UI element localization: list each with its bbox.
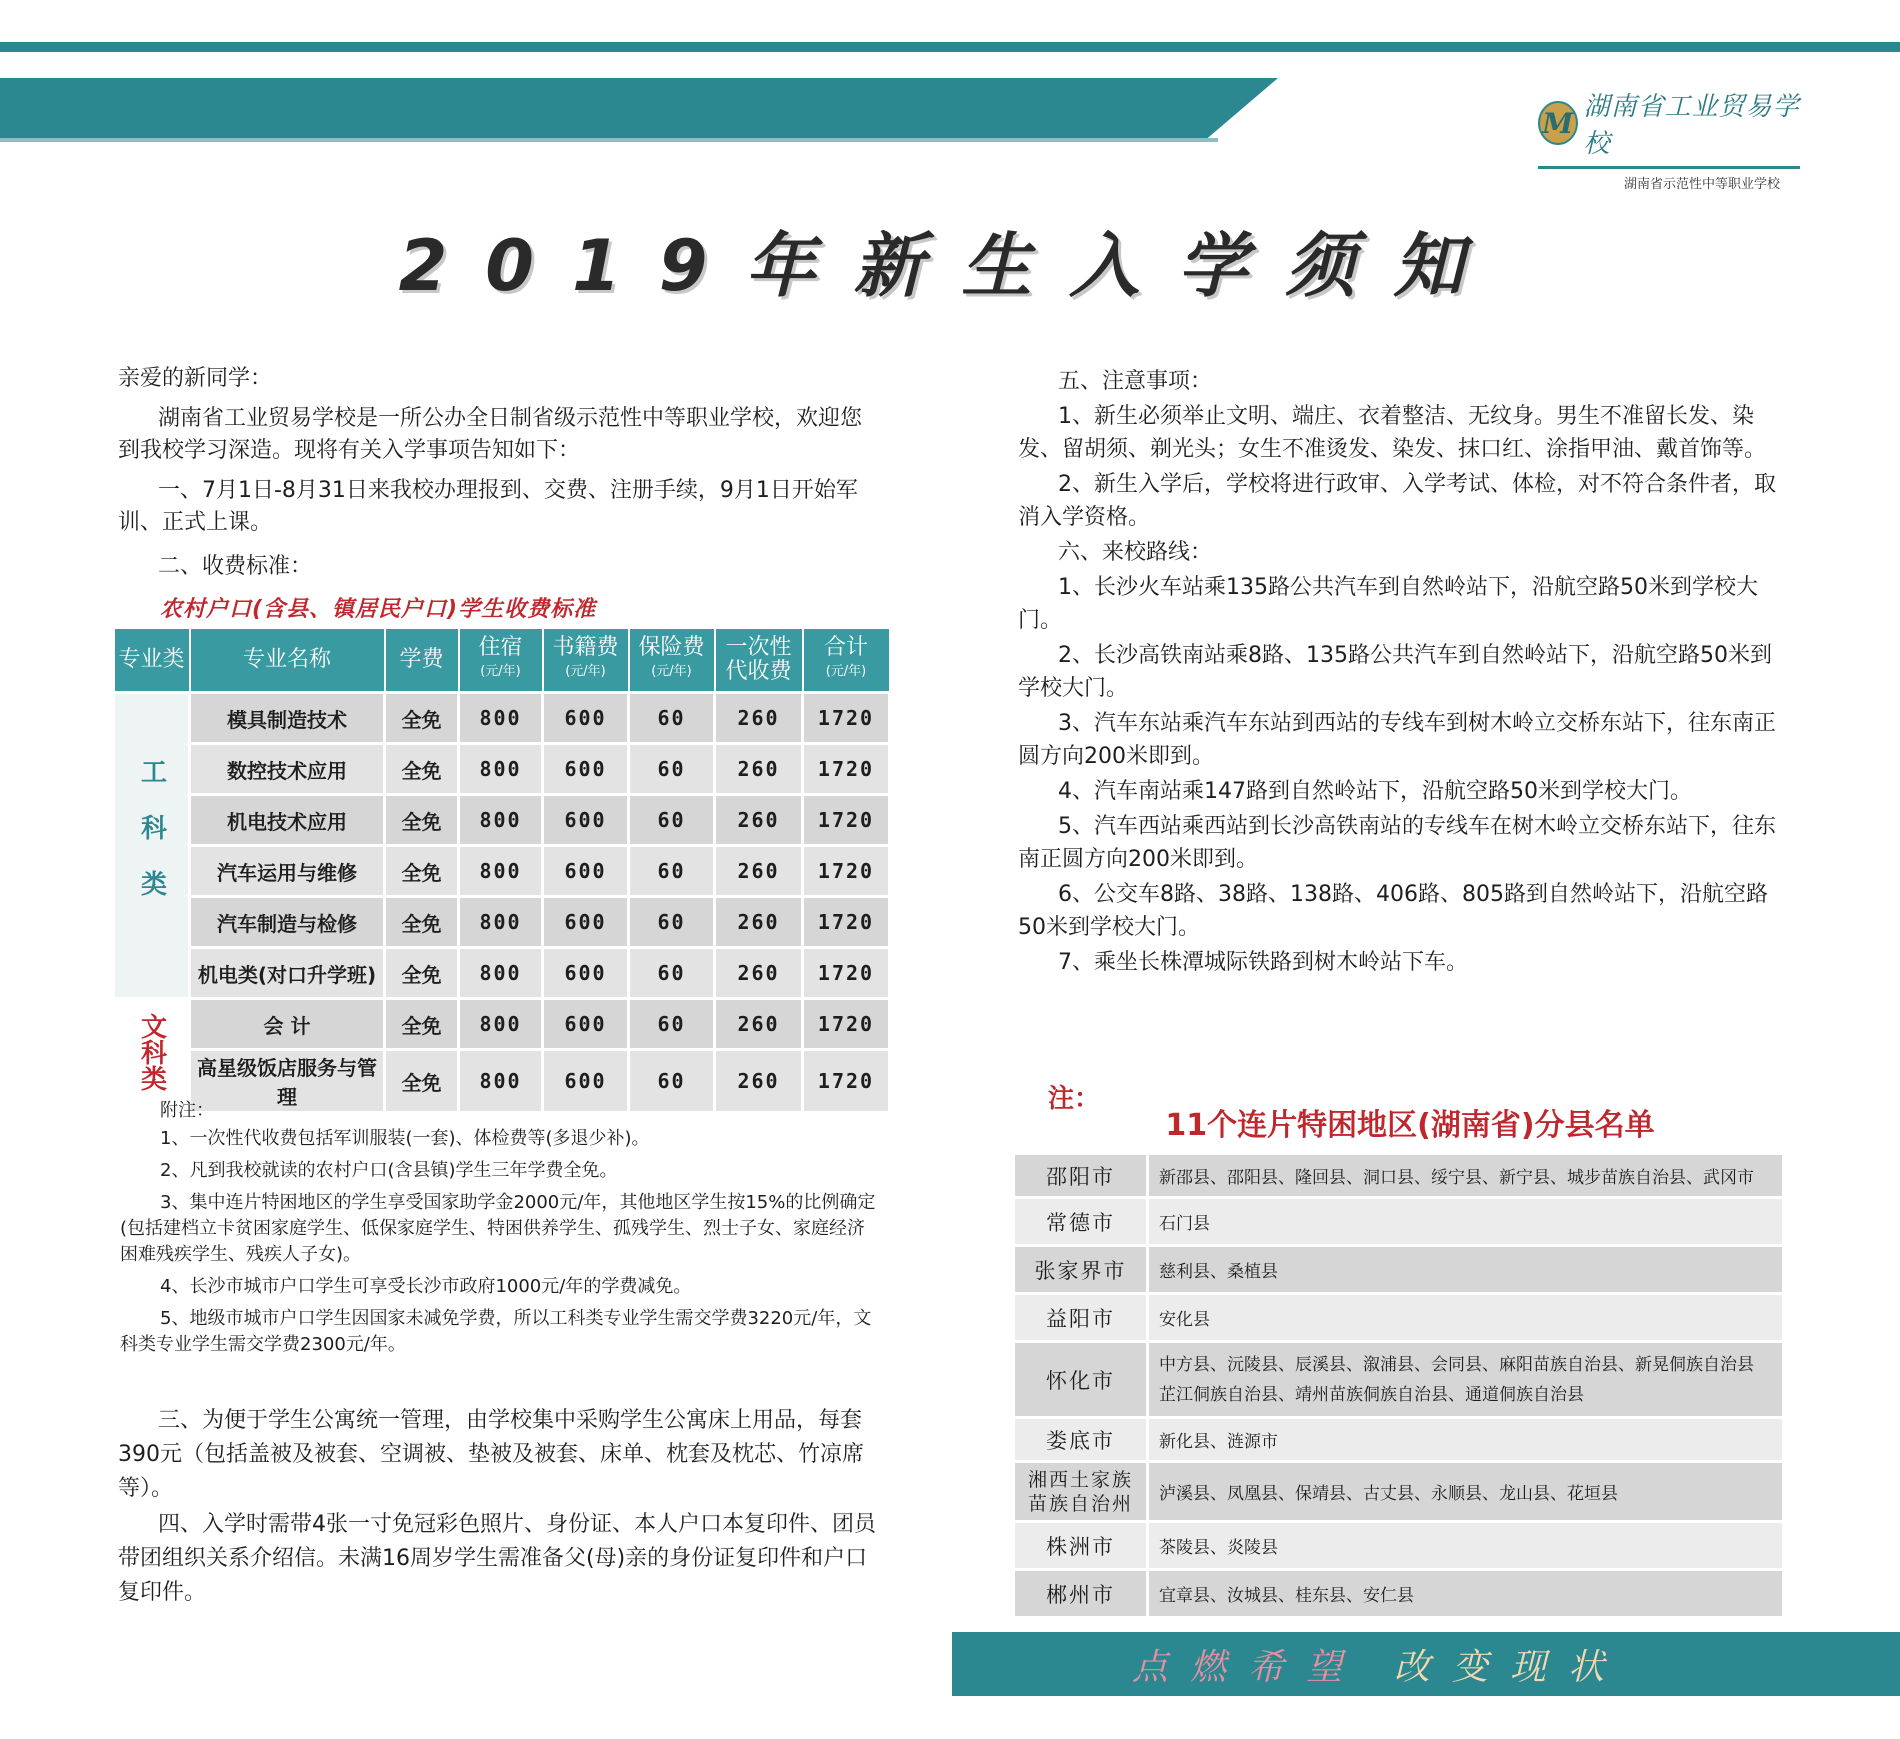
onetime-value: 260 xyxy=(715,1050,803,1113)
dorm-value: 800 xyxy=(459,1050,543,1113)
top-accent-line xyxy=(0,42,1900,52)
header-onetime: 一次性代收费 xyxy=(715,628,803,693)
footer-slogan-2: 改变现状 xyxy=(1394,1646,1627,1688)
table-row xyxy=(114,999,890,1050)
county-list: 安化县 xyxy=(1148,1294,1784,1342)
city-name: 湘西土家族苗族自治州 xyxy=(1014,1462,1148,1522)
insurance-value: 60 xyxy=(629,948,715,999)
header-category: 专业类 xyxy=(114,628,190,693)
major-name: 模具制造技术 xyxy=(190,693,385,744)
county-list: 新邵县、邵阳县、隆回县、洞口县、绥宁县、新宁县、城步苗族自治县、武冈市 xyxy=(1148,1154,1784,1198)
header-dorm-label: 住宿 xyxy=(478,635,523,660)
onetime-value: 260 xyxy=(715,744,803,795)
table-row xyxy=(114,948,890,999)
greeting: 亲爱的新同学： xyxy=(118,366,273,391)
category-arts xyxy=(114,999,190,1113)
county-table xyxy=(1012,1152,1785,1619)
route-6: 6、公交车8路、38路、138路、406路、805路到自然岭站下，沿航空路50米到学校大门。 xyxy=(1018,882,1768,940)
books-value: 600 xyxy=(543,999,629,1050)
tuition-value: 全免 xyxy=(385,744,459,795)
insurance-value: 60 xyxy=(629,1050,715,1113)
city-name: 常德市 xyxy=(1014,1198,1148,1246)
route-5: 5、汽车西站乘西站到长沙高铁南站的专线车在树木岭立交桥东站下，往东南正圆方向200米即到。 xyxy=(1018,814,1776,872)
note-2: 2、凡到我校就读的农村户口(含县镇)学生三年学费全免。 xyxy=(160,1160,618,1181)
books-value: 600 xyxy=(543,948,629,999)
books-value: 600 xyxy=(543,897,629,948)
tuition-value: 全免 xyxy=(385,795,459,846)
books-value: 600 xyxy=(543,693,629,744)
table-row xyxy=(114,846,890,897)
table-row xyxy=(1014,1294,1784,1342)
tuition-value: 全免 xyxy=(385,948,459,999)
major-name: 汽车运用与维修 xyxy=(190,846,385,897)
note-3: 3、集中连片特困地区的学生享受国家助学金2000元/年，其他地区学生按15%的比例确定(包括建档立卡贫困家庭学生、低保家庭学生、特困供养学生、孤残学生、烈士子女、家庭经济困难残疾学生、残疾人子女)。 xyxy=(120,1192,876,1265)
section-3-bedding: 三、为便于学生公寓统一管理，由学校集中采购学生公寓床上用品，每套390元（包括盖被及被套、空调被、垫被及被套、床单、枕套及枕芯、竹凉席等）。 xyxy=(118,1408,864,1501)
dorm-value: 800 xyxy=(459,693,543,744)
route-7: 7、乘坐长株潭城际铁路到树木岭站下车。 xyxy=(1058,950,1468,975)
total-value: 1720 xyxy=(803,948,890,999)
dorm-value: 800 xyxy=(459,795,543,846)
table-row xyxy=(114,795,890,846)
tuition-value: 全免 xyxy=(385,1050,459,1113)
route-2: 2、长沙高铁南站乘8路、135路公共汽车到自然岭站下，沿航空路50米到学校大门。 xyxy=(1018,643,1772,701)
total-value: 1720 xyxy=(803,897,890,948)
insurance-value: 60 xyxy=(629,999,715,1050)
dorm-value: 800 xyxy=(459,846,543,897)
table-row xyxy=(114,744,890,795)
books-value: 600 xyxy=(543,744,629,795)
table-row xyxy=(1014,1522,1784,1570)
city-name: 张家界市 xyxy=(1014,1246,1148,1294)
table-row xyxy=(1014,1198,1784,1246)
fee-table xyxy=(112,627,891,1114)
major-name: 数控技术应用 xyxy=(190,744,385,795)
header-books-label: 书籍费 xyxy=(552,635,619,660)
dorm-value: 800 xyxy=(459,999,543,1050)
city-name: 益阳市 xyxy=(1014,1294,1148,1342)
total-value: 1720 xyxy=(803,1050,890,1113)
table-row xyxy=(1014,1154,1784,1198)
insurance-value: 60 xyxy=(629,744,715,795)
category-engineering-label: 工科类 xyxy=(136,758,167,926)
right-column xyxy=(1018,365,1784,981)
note-4: 4、长沙市城市户口学生可享受长沙市政府1000元/年的学费减免。 xyxy=(160,1276,692,1297)
header-total-label: 合计 xyxy=(823,635,868,660)
insurance-value: 60 xyxy=(629,795,715,846)
table-row xyxy=(1014,1570,1784,1618)
section-5-title: 五、注意事项： xyxy=(1058,369,1213,394)
insurance-value: 60 xyxy=(629,846,715,897)
major-name: 会 计 xyxy=(190,999,385,1050)
books-value: 600 xyxy=(543,846,629,897)
tuition-value: 全免 xyxy=(385,897,459,948)
insurance-value: 60 xyxy=(629,897,715,948)
county-list: 慈利县、桑植县 xyxy=(1148,1246,1784,1294)
fee-notes xyxy=(120,1098,880,1364)
county-note-label: 注： xyxy=(1048,1084,1101,1114)
tuition-value: 全免 xyxy=(385,693,459,744)
onetime-value: 260 xyxy=(715,897,803,948)
county-list-line-2: 芷江侗族自治县、靖州苗族侗族自治县、通道侗族自治县 xyxy=(1159,1384,1584,1405)
notice-2: 2、新生入学后，学校将进行政审、入学考试、体检，对不符合条件者，取消入学资格。 xyxy=(1018,472,1776,530)
notes-label: 附注： xyxy=(160,1100,214,1121)
books-value: 600 xyxy=(543,795,629,846)
logo-subtitle: 湖南省示范性中等职业学校 xyxy=(1623,177,1780,192)
logo-divider xyxy=(1538,166,1800,169)
fee-table-header xyxy=(114,628,890,693)
header-dorm xyxy=(459,628,543,693)
total-value: 1720 xyxy=(803,744,890,795)
section-4-documents: 四、入学时需带4张一寸免冠彩色照片、身份证、本人户口本复印件、团员带团组织关系介绍信。未满16周岁学生需准备父(母)亲的身份证复印件和户口复印件。 xyxy=(118,1512,876,1605)
major-name: 高星级饭店服务与管理 xyxy=(190,1050,385,1113)
header-books-unit: (元/年) xyxy=(565,664,606,679)
fee-table-caption: 农村户口(含县、镇居民户口)学生收费标准 xyxy=(160,597,597,622)
note-1: 1、一次性代收费包括军训服装(一套)、体检费等(多退少补)。 xyxy=(160,1128,650,1149)
major-name: 机电技术应用 xyxy=(190,795,385,846)
table-row xyxy=(1014,1246,1784,1294)
county-list: 宜章县、汝城县、桂东县、安仁县 xyxy=(1148,1570,1784,1618)
total-value: 1720 xyxy=(803,795,890,846)
route-3: 3、汽车东站乘汽车东站到西站的专线车到树木岭立交桥东站下，往东南正圆方向200米即到。 xyxy=(1018,711,1776,769)
section-6-title: 六、来校路线： xyxy=(1058,540,1213,565)
onetime-value: 260 xyxy=(715,693,803,744)
header-dorm-unit: (元/年) xyxy=(480,664,521,679)
county-list: 石门县 xyxy=(1148,1198,1784,1246)
footer-slogan-1: 点燃希望 xyxy=(1132,1646,1365,1688)
city-name: 娄底市 xyxy=(1014,1418,1148,1462)
category-arts-label: 文科类 xyxy=(136,1013,167,1091)
county-list-line-1: 中方县、沅陵县、辰溪县、溆浦县、会同县、麻阳苗族自治县、新晃侗族自治县 xyxy=(1159,1354,1754,1375)
section-2-title: 二、收费标准： xyxy=(158,554,313,579)
county-list: 新化县、涟源市 xyxy=(1148,1418,1784,1462)
header-banner xyxy=(0,78,1278,138)
logo-school-name: 湖南省工业贸易学校 xyxy=(1583,92,1800,159)
header-books xyxy=(543,628,629,693)
dorm-value: 800 xyxy=(459,948,543,999)
county-list: 茶陵县、炎陵县 xyxy=(1148,1522,1784,1570)
county-list xyxy=(1148,1342,1784,1418)
table-row xyxy=(1014,1342,1784,1418)
route-1: 1、长沙火车站乘135路公共汽车到自然岭站下，沿航空路50米到学校大门。 xyxy=(1018,575,1758,633)
header-insurance-label: 保险费 xyxy=(638,635,705,660)
route-4: 4、汽车南站乘147路到自然岭站下，沿航空路50米到学校大门。 xyxy=(1058,779,1692,804)
logo-emblem-icon: M xyxy=(1538,101,1578,145)
tuition-value: 全免 xyxy=(385,999,459,1050)
city-name: 怀化市 xyxy=(1014,1342,1148,1418)
school-logo xyxy=(1538,86,1800,192)
table-row xyxy=(1014,1418,1784,1462)
books-value: 600 xyxy=(543,1050,629,1113)
total-value: 1720 xyxy=(803,846,890,897)
major-name: 机电类(对口升学班) xyxy=(190,948,385,999)
onetime-value: 260 xyxy=(715,999,803,1050)
tuition-value: 全免 xyxy=(385,846,459,897)
city-name: 邵阳市 xyxy=(1014,1154,1148,1198)
table-row xyxy=(114,897,890,948)
onetime-value: 260 xyxy=(715,846,803,897)
header-insurance xyxy=(629,628,715,693)
header-banner-strip xyxy=(0,138,1218,142)
onetime-value: 260 xyxy=(715,948,803,999)
major-name: 汽车制造与检修 xyxy=(190,897,385,948)
dorm-value: 800 xyxy=(459,744,543,795)
total-value: 1720 xyxy=(803,693,890,744)
onetime-value: 260 xyxy=(715,795,803,846)
table-row xyxy=(1014,1462,1784,1522)
total-value: 1720 xyxy=(803,999,890,1050)
header-total xyxy=(803,628,890,693)
insurance-value: 60 xyxy=(629,693,715,744)
county-list-title: 11个连片特困地区(湖南省)分县名单 xyxy=(1165,1108,1655,1143)
dorm-value: 800 xyxy=(459,897,543,948)
city-name: 株洲市 xyxy=(1014,1522,1148,1570)
footer-banner xyxy=(952,1632,1900,1696)
page-title: 2019年新生入学须知 xyxy=(398,225,1502,307)
county-list: 泸溪县、凤凰县、保靖县、古丈县、永顺县、龙山县、花垣县 xyxy=(1148,1462,1784,1522)
category-engineering xyxy=(114,693,190,999)
header-total-unit: (元/年) xyxy=(825,664,867,679)
header-tuition: 学费 xyxy=(385,628,459,693)
city-name: 郴州市 xyxy=(1014,1570,1148,1618)
header-insurance-unit: (元/年) xyxy=(651,664,692,679)
header-major: 专业名称 xyxy=(190,628,385,693)
note-5: 5、地级市城市户口学生因国家未减免学费，所以工科类专业学生需交学费3220元/年，文科类专业学生需交学费2300元/年。 xyxy=(120,1308,872,1355)
section-1-registration: 一、7月1日-8月31日来我校办理报到、交费、注册手续，9月1日开始军训、正式上课。 xyxy=(118,478,858,535)
notice-1: 1、新生必须举止文明、端庄、衣着整洁、无纹身。男生不准留长发、染发、留胡须、剃光头；女生不准烫发、染发、抹口红、涂指甲油、戴首饰等。 xyxy=(1018,404,1767,462)
intro-paragraph: 湖南省工业贸易学校是一所公办全日制省级示范性中等职业学校，欢迎您到我校学习深造。现将有关入学事项告知如下： xyxy=(118,406,863,463)
table-row xyxy=(114,693,890,744)
